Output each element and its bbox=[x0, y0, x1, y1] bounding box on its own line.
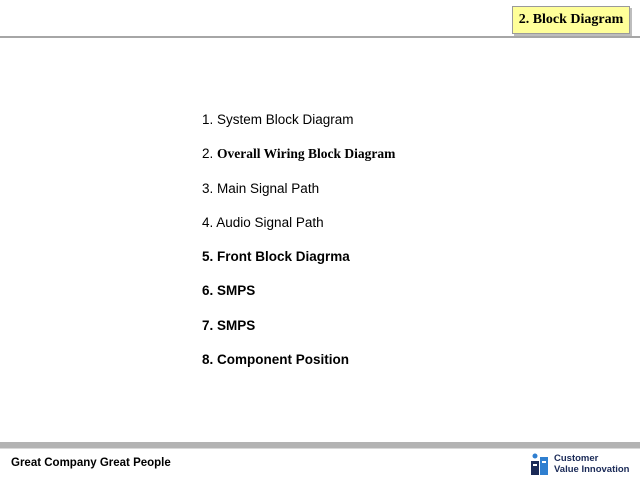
toc-item-number: 4. bbox=[202, 214, 217, 230]
toc-item-number: 1. bbox=[202, 112, 218, 127]
toc-item-4 bbox=[202, 211, 395, 245]
slide-title-box bbox=[512, 6, 630, 34]
table-of-contents bbox=[202, 108, 395, 382]
toc-item-number: 6. bbox=[202, 283, 218, 299]
toc-item-number: 2. bbox=[202, 146, 218, 162]
logo-text bbox=[554, 453, 630, 475]
customer-value-innovation-logo-icon bbox=[530, 452, 550, 476]
footer-logo bbox=[530, 451, 634, 477]
toc-item-number: 5. bbox=[202, 249, 218, 265]
toc-item-number: 3. bbox=[202, 180, 218, 196]
toc-item-7 bbox=[202, 314, 395, 348]
toc-item-3 bbox=[202, 177, 395, 211]
header-rule bbox=[0, 36, 640, 38]
toc-item-label: Component Position bbox=[217, 352, 350, 368]
toc-item-number: 7. bbox=[202, 317, 218, 333]
footer-slogan: Great Company Great People bbox=[11, 457, 171, 469]
slide-title: 2. Block Diagram bbox=[518, 12, 624, 27]
logo-text-line2: Value Innovation bbox=[554, 464, 630, 475]
toc-item-5 bbox=[202, 245, 395, 279]
footer-rule-shadow bbox=[0, 448, 640, 449]
toc-item-label: SMPS bbox=[217, 283, 256, 299]
logo-text-line1: Customer bbox=[554, 453, 599, 464]
toc-item-label: Main Signal Path bbox=[217, 180, 320, 196]
toc-item-label: Overall Wiring Block Diagram bbox=[217, 146, 396, 162]
toc-item-label: SMPS bbox=[217, 317, 256, 333]
toc-item-label: System Block Diagram bbox=[217, 112, 354, 127]
toc-item-label: Audio Signal Path bbox=[216, 214, 324, 230]
toc-item-label: Front Block Diagrma bbox=[217, 249, 350, 265]
toc-item-8 bbox=[202, 348, 395, 382]
toc-item-2 bbox=[202, 142, 395, 176]
toc-item-1 bbox=[202, 108, 395, 142]
toc-item-6 bbox=[202, 279, 395, 313]
toc-item-number: 8. bbox=[202, 352, 218, 368]
